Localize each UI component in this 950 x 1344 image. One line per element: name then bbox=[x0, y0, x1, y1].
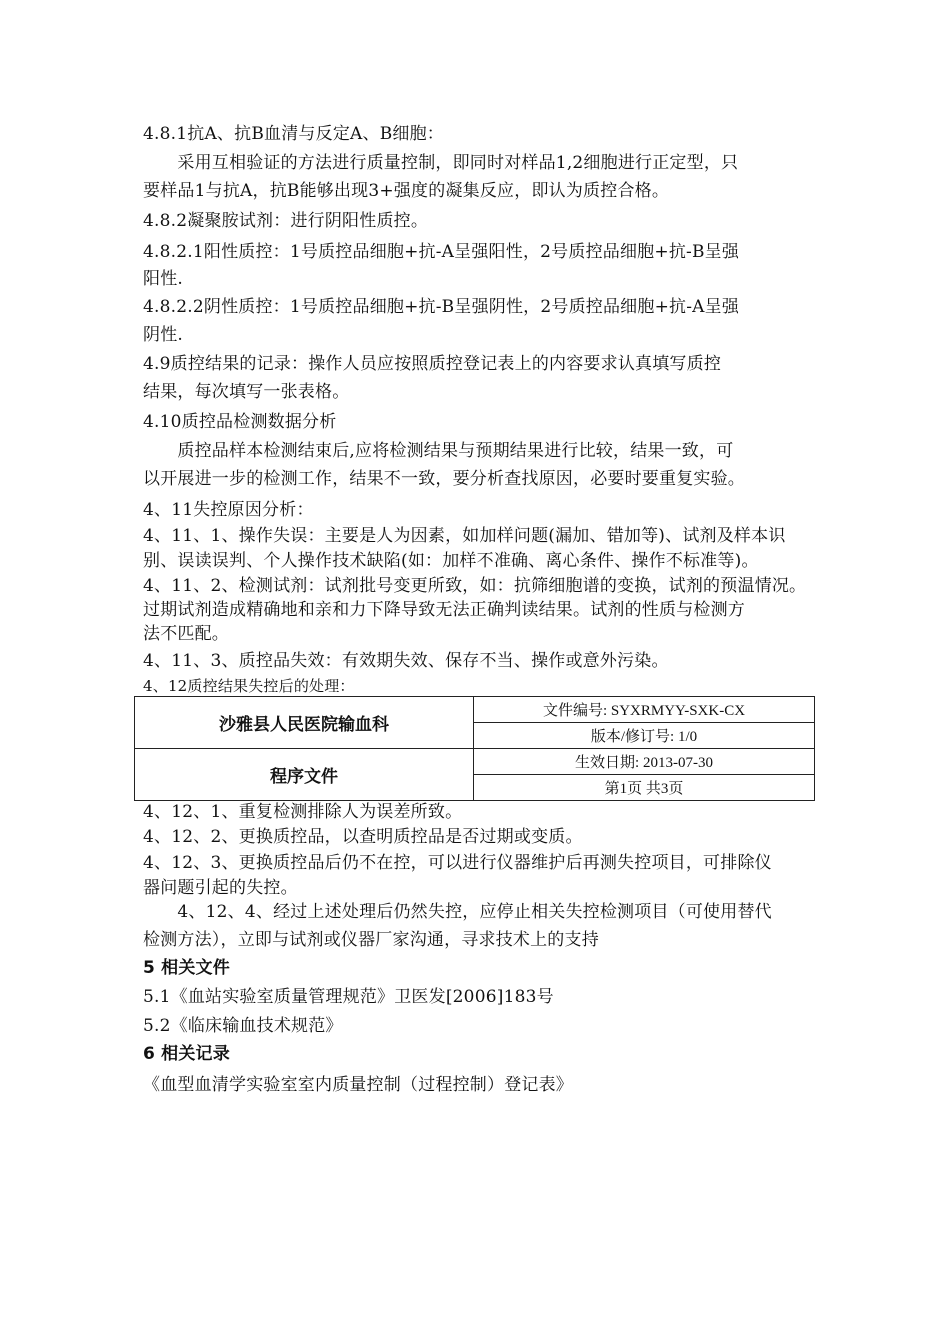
paragraph-line: 4、12、1、重复检测排除人为误差所致。 bbox=[143, 802, 463, 822]
paragraph-line: 4、11、1、操作失误：主要是人为因素，如加样问题(漏加、错加等)、试剂及样本识 bbox=[143, 526, 786, 546]
section-5-heading: 5 相关文件 bbox=[143, 958, 230, 978]
paragraph-line: 4、11、2、检测试剂：试剂批号变更所致，如：抗筛细胞谱的变换，试剂的预温情况。 bbox=[143, 576, 807, 596]
paragraph-line: 结果，每次填写一张表格。 bbox=[143, 382, 350, 402]
section-6-heading: 6 相关记录 bbox=[143, 1044, 230, 1064]
paragraph-line: 4.10质控品检测数据分析 bbox=[143, 412, 337, 432]
paragraph-line: 法不匹配。 bbox=[143, 624, 229, 644]
effective-date: 生效日期: 2013-07-30 bbox=[474, 749, 815, 775]
paragraph-line: 器问题引起的失控。 bbox=[143, 878, 298, 898]
page-info: 第1页 共3页 bbox=[474, 775, 815, 801]
paragraph-line: 别、误读误判、个人操作技术缺陷(如：加样不准确、离心条件、操作不标准等)。 bbox=[143, 551, 759, 571]
paragraph-line: 4.8.2凝聚胺试剂：进行阴阳性质控。 bbox=[143, 211, 429, 231]
paragraph-line: 以开展进一步的检测工作，结果不一致，要分析查找原因，必要时要重复实验。 bbox=[143, 469, 745, 489]
paragraph-line: 4、11、3、质控品失效：有效期失效、保存不当、操作或意外污染。 bbox=[143, 651, 669, 671]
document-number: 文件编号: SYXRMYY-SXK-CX bbox=[474, 697, 815, 723]
paragraph-line: 质控品样本检测结束后,应将检测结果与预期结果进行比较，结果一致，可 bbox=[143, 441, 734, 461]
version-number: 版本/修订号: 1/0 bbox=[474, 723, 815, 749]
organization-name: 沙雅县人民医院输血科 bbox=[135, 697, 474, 749]
paragraph-line: 阳性. bbox=[143, 269, 184, 289]
paragraph-line: 4、12、3、更换质控品后仍不在控，可以进行仪器维护后再测失控项目，可排除仪 bbox=[143, 853, 772, 873]
paragraph-line: 4、12质控结果失控后的处理： bbox=[143, 677, 355, 695]
paragraph-line: 4.8.2.1阳性质控：1号质控品细胞+抗-A呈强阳性，2号质控品细胞+抗-B呈强 bbox=[143, 242, 740, 262]
document-header-table bbox=[134, 696, 815, 801]
paragraph-line: 4、12、2、更换质控品，以查明质控品是否过期或变质。 bbox=[143, 827, 583, 847]
paragraph-line: 4.8.1抗A、抗B血清与反定A、B细胞： bbox=[143, 124, 444, 144]
reference-item: 5.1《血站实验室质量管理规范》卫医发[2006]183号 bbox=[143, 987, 554, 1007]
paragraph-line: 阴性. bbox=[143, 325, 184, 345]
paragraph-line: 采用互相验证的方法进行质量控制，即同时对样品1,2细胞进行正定型，只 bbox=[143, 153, 739, 173]
record-item: 《血型血清学实验室室内质量控制（过程控制）登记表》 bbox=[143, 1075, 573, 1095]
paragraph-line: 4.9质控结果的记录：操作人员应按照质控登记表上的内容要求认真填写质控 bbox=[143, 354, 722, 374]
reference-item: 5.2《临床输血技术规范》 bbox=[143, 1016, 343, 1036]
paragraph-line: 4、11失控原因分析： bbox=[143, 500, 314, 520]
paragraph-line: 过期试剂造成精确地和亲和力下降导致无法正确判读结果。试剂的性质与检测方 bbox=[143, 600, 745, 620]
paragraph-line: 要样品1与抗A，抗B能够出现3+强度的凝集反应，即认为质控合格。 bbox=[143, 181, 670, 201]
paragraph-line: 4、12、4、经过上述处理后仍然失控，应停止相关失控检测项目（可使用替代 bbox=[143, 902, 772, 922]
paragraph-line: 检测方法），立即与试剂或仪器厂家沟通，寻求技术上的支持 bbox=[143, 930, 599, 950]
document-type: 程序文件 bbox=[135, 749, 474, 801]
paragraph-line: 4.8.2.2阴性质控：1号质控品细胞+抗-B呈强阴性，2号质控品细胞+抗-A呈强 bbox=[143, 297, 740, 317]
